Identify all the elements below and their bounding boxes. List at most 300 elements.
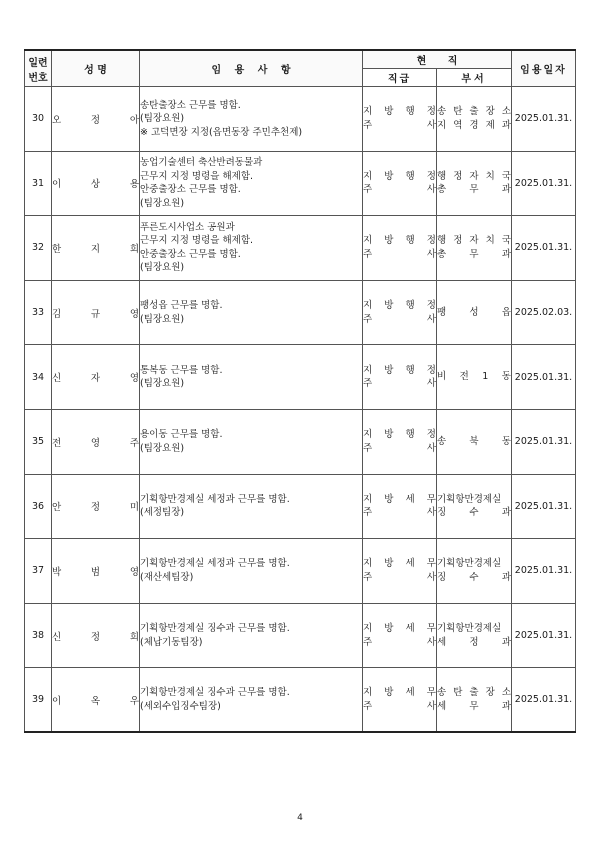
header-dept: 부서 bbox=[437, 69, 512, 87]
name-char: 한 bbox=[52, 243, 62, 255]
table-row bbox=[25, 345, 576, 410]
row-department bbox=[437, 409, 512, 474]
detail-line: 통복동 근무를 명함. bbox=[140, 364, 223, 376]
dept-char: 지 bbox=[437, 119, 447, 131]
row-name-chars bbox=[52, 241, 139, 255]
rank-char: 방 bbox=[384, 493, 394, 505]
dept-char: 팽 bbox=[437, 306, 447, 318]
detail-line: 팽성읍 근무를 명함. bbox=[140, 300, 223, 312]
dept-line bbox=[437, 183, 511, 197]
name-char: 이 bbox=[52, 695, 62, 707]
rank-line bbox=[363, 622, 436, 636]
rank-char: 주 bbox=[363, 119, 373, 131]
name-char: 규 bbox=[90, 308, 101, 320]
dept-line bbox=[437, 119, 511, 133]
name-char: 용 bbox=[129, 179, 139, 191]
dept-char: 송 bbox=[437, 687, 447, 699]
rank-line bbox=[363, 700, 436, 714]
row-details bbox=[140, 345, 363, 410]
name-char: 희 bbox=[129, 243, 139, 255]
rank-char: 방 bbox=[384, 429, 394, 441]
dept-char: 기획항만경제실 bbox=[437, 558, 502, 570]
row-appointment-date: 2025.01.31. bbox=[512, 345, 576, 410]
row-rank bbox=[363, 474, 437, 539]
row-name-chars bbox=[52, 629, 139, 643]
dept-line bbox=[437, 234, 511, 248]
rank-char: 지 bbox=[363, 558, 373, 570]
row-department bbox=[437, 474, 512, 539]
rank-char: 지 bbox=[363, 300, 373, 312]
dept-char: 동 bbox=[501, 371, 511, 383]
rank-char: 행 bbox=[405, 429, 415, 441]
row-details bbox=[140, 474, 363, 539]
row-rank bbox=[363, 539, 437, 604]
detail-line: 근무지 지정 명령을 해제함. bbox=[140, 235, 254, 247]
row-rank bbox=[363, 151, 437, 216]
row-serial-number: 31 bbox=[25, 151, 52, 216]
dept-char: 전 bbox=[459, 371, 469, 383]
detail-line: (팀장요원) bbox=[140, 197, 185, 209]
rank-char: 방 bbox=[384, 687, 394, 699]
row-rank bbox=[363, 409, 437, 474]
rank-char: 지 bbox=[363, 106, 373, 118]
row-appointment-date: 2025.01.31. bbox=[512, 409, 576, 474]
row-serial-number: 37 bbox=[25, 539, 52, 604]
row-name bbox=[52, 474, 140, 539]
rank-char: 주 bbox=[363, 442, 373, 454]
row-rank bbox=[363, 216, 437, 281]
rank-char: 방 bbox=[384, 106, 394, 118]
dept-line bbox=[437, 557, 511, 571]
detail-line: (체납기동팀장) bbox=[140, 636, 203, 648]
row-details bbox=[140, 87, 363, 152]
name-char: 아 bbox=[129, 114, 139, 126]
dept-char: 총 bbox=[437, 184, 447, 196]
rank-char: 지 bbox=[363, 170, 373, 182]
dept-char: 과 bbox=[501, 636, 511, 648]
table-row bbox=[25, 216, 576, 281]
rank-line bbox=[363, 170, 436, 184]
row-name bbox=[52, 409, 140, 474]
name-char: 영 bbox=[129, 373, 139, 385]
name-char: 우 bbox=[129, 695, 139, 707]
row-rank bbox=[363, 668, 437, 733]
dept-line bbox=[437, 636, 511, 650]
dept-line bbox=[437, 493, 511, 507]
name-char: 이 bbox=[52, 179, 62, 191]
dept-line bbox=[437, 622, 511, 636]
row-name bbox=[52, 539, 140, 604]
dept-char: 수 bbox=[469, 507, 479, 519]
table-row bbox=[25, 87, 576, 152]
rank-char: 방 bbox=[384, 170, 394, 182]
dept-char: 송 bbox=[437, 436, 447, 448]
rank-char: 주 bbox=[363, 313, 373, 325]
dept-char: 송 bbox=[437, 106, 447, 118]
rank-char: 사 bbox=[426, 507, 436, 519]
rank-char: 세 bbox=[405, 558, 415, 570]
row-serial-number: 39 bbox=[25, 668, 52, 733]
detail-line: ※ 고덕면장 지정(읍면동장 주민추천제) bbox=[140, 126, 303, 138]
table-row bbox=[25, 151, 576, 216]
row-serial-number: 34 bbox=[25, 345, 52, 410]
rank-char: 행 bbox=[405, 235, 415, 247]
dept-char: 북 bbox=[469, 436, 479, 448]
row-details bbox=[140, 539, 363, 604]
dept-char: 과 bbox=[501, 119, 511, 131]
header-name: 성 명 bbox=[52, 50, 140, 87]
row-details bbox=[140, 668, 363, 733]
dept-char: 기획항만경제실 bbox=[437, 623, 502, 635]
dept-char: 읍 bbox=[501, 306, 511, 318]
rank-char: 사 bbox=[426, 119, 436, 131]
dept-char: 과 bbox=[501, 700, 511, 712]
rank-line bbox=[363, 636, 436, 650]
rank-char: 방 bbox=[384, 558, 394, 570]
rank-char: 주 bbox=[363, 507, 373, 519]
row-department bbox=[437, 603, 512, 668]
dept-line bbox=[437, 700, 511, 714]
row-details bbox=[140, 409, 363, 474]
detail-line: (세정팀장) bbox=[140, 507, 185, 519]
dept-line bbox=[437, 686, 511, 700]
row-serial-number: 35 bbox=[25, 409, 52, 474]
dept-char: 정 bbox=[453, 235, 463, 247]
rank-line bbox=[363, 686, 436, 700]
dept-char: 국 bbox=[501, 170, 511, 182]
rank-char: 사 bbox=[426, 313, 436, 325]
dept-char: 무 bbox=[469, 184, 479, 196]
dept-line bbox=[437, 506, 511, 520]
header-serial-top: 일련 bbox=[28, 57, 48, 69]
rank-char: 주 bbox=[363, 571, 373, 583]
appointment-table bbox=[24, 49, 576, 733]
header-rank: 직급 bbox=[363, 69, 437, 87]
dept-char: 총 bbox=[437, 248, 447, 260]
row-appointment-date: 2025.01.31. bbox=[512, 603, 576, 668]
name-char: 희 bbox=[129, 631, 139, 643]
rank-char: 행 bbox=[405, 106, 415, 118]
dept-char: 장 bbox=[485, 106, 495, 118]
rank-char: 사 bbox=[426, 184, 436, 196]
name-char: 상 bbox=[90, 179, 101, 191]
dept-char: 기획항만경제실 bbox=[437, 493, 502, 505]
name-char: 김 bbox=[52, 308, 62, 320]
rank-char: 사 bbox=[426, 378, 436, 390]
rank-line bbox=[363, 183, 436, 197]
detail-line: 기획항만경제실 세정과 근무를 명함. bbox=[140, 558, 290, 570]
detail-line: (팀장요원) bbox=[140, 378, 185, 390]
rank-char: 사 bbox=[426, 571, 436, 583]
dept-char: 과 bbox=[501, 571, 511, 583]
dept-char: 치 bbox=[485, 170, 495, 182]
row-appointment-date: 2025.01.31. bbox=[512, 668, 576, 733]
table-row bbox=[25, 668, 576, 733]
rank-char: 행 bbox=[405, 300, 415, 312]
row-department bbox=[437, 216, 512, 281]
dept-char: 징 bbox=[437, 507, 447, 519]
page-number: 4 bbox=[297, 813, 303, 823]
row-appointment-date: 2025.01.31. bbox=[512, 474, 576, 539]
rank-char: 방 bbox=[384, 300, 394, 312]
row-rank bbox=[363, 345, 437, 410]
row-name-chars bbox=[52, 112, 139, 126]
rank-char: 지 bbox=[363, 493, 373, 505]
dept-char: 정 bbox=[469, 636, 479, 648]
detail-line: 용이동 근무를 명함. bbox=[140, 429, 223, 441]
rank-char: 세 bbox=[405, 687, 415, 699]
rank-char: 지 bbox=[363, 429, 373, 441]
dept-char: 제 bbox=[485, 119, 495, 131]
dept-char: 자 bbox=[469, 170, 479, 182]
rank-line bbox=[363, 119, 436, 133]
row-name-chars bbox=[52, 693, 139, 707]
detail-line: (재산세팀장) bbox=[140, 571, 194, 583]
table-row bbox=[25, 280, 576, 345]
dept-char: 성 bbox=[469, 306, 479, 318]
row-appointment-date: 2025.01.31. bbox=[512, 151, 576, 216]
name-char: 주 bbox=[129, 437, 139, 449]
row-department bbox=[437, 87, 512, 152]
detail-line: (세외수입징수팀장) bbox=[140, 700, 221, 712]
rank-char: 방 bbox=[384, 623, 394, 635]
row-rank bbox=[363, 603, 437, 668]
detail-line: 기획항만경제실 징수과 근무를 명함. bbox=[140, 623, 290, 635]
name-char: 정 bbox=[90, 114, 101, 126]
dept-char: 탄 bbox=[453, 106, 463, 118]
row-name-chars bbox=[52, 306, 139, 320]
dept-char: 비 bbox=[437, 371, 447, 383]
detail-line: (팀장요원) bbox=[140, 262, 185, 274]
dept-char: 과 bbox=[501, 184, 511, 196]
dept-char: 행 bbox=[437, 235, 447, 247]
rank-char: 사 bbox=[426, 248, 436, 260]
header-serial bbox=[25, 50, 52, 87]
rank-char: 주 bbox=[363, 700, 373, 712]
rank-line bbox=[363, 442, 436, 456]
dept-char: 장 bbox=[485, 687, 495, 699]
dept-char: 소 bbox=[501, 106, 511, 118]
rank-char: 행 bbox=[405, 364, 415, 376]
dept-char: 무 bbox=[469, 248, 479, 260]
dept-char: 세 bbox=[437, 636, 447, 648]
dept-char: 과 bbox=[501, 507, 511, 519]
rank-line bbox=[363, 364, 436, 378]
rank-char: 지 bbox=[363, 687, 373, 699]
rank-char: 정 bbox=[426, 235, 436, 247]
row-serial-number: 33 bbox=[25, 280, 52, 345]
rank-char: 정 bbox=[426, 300, 436, 312]
dept-char: 출 bbox=[469, 106, 479, 118]
table-row bbox=[25, 409, 576, 474]
name-char: 오 bbox=[52, 114, 62, 126]
header-current: 현 직 bbox=[363, 50, 512, 69]
header-row bbox=[25, 50, 576, 69]
row-rank bbox=[363, 87, 437, 152]
dept-line bbox=[437, 435, 511, 449]
row-name-chars bbox=[52, 499, 139, 513]
rank-char: 정 bbox=[426, 364, 436, 376]
rank-line bbox=[363, 557, 436, 571]
rank-char: 지 bbox=[363, 364, 373, 376]
detail-line: 기획항만경제실 세정과 근무를 명함. bbox=[140, 493, 290, 505]
rank-char: 사 bbox=[426, 442, 436, 454]
name-char: 안 bbox=[52, 502, 62, 514]
row-name bbox=[52, 603, 140, 668]
name-char: 옥 bbox=[90, 695, 101, 707]
row-name-chars bbox=[52, 564, 139, 578]
detail-line: (팀장요원) bbox=[140, 442, 185, 454]
table-row bbox=[25, 474, 576, 539]
table-row bbox=[25, 603, 576, 668]
dept-line bbox=[437, 571, 511, 585]
dept-char: 행 bbox=[437, 170, 447, 182]
name-char: 정 bbox=[90, 631, 101, 643]
rank-char: 무 bbox=[426, 558, 436, 570]
dept-char: 수 bbox=[469, 571, 479, 583]
rank-char: 사 bbox=[426, 700, 436, 712]
header-date: 임용일자 bbox=[512, 50, 576, 87]
dept-char: 국 bbox=[501, 235, 511, 247]
row-serial-number: 36 bbox=[25, 474, 52, 539]
rank-line bbox=[363, 234, 436, 248]
dept-char: 1 bbox=[482, 371, 489, 383]
name-char: 자 bbox=[90, 373, 101, 385]
row-rank bbox=[363, 280, 437, 345]
dept-char: 정 bbox=[453, 170, 463, 182]
dept-char: 소 bbox=[501, 687, 511, 699]
dept-line bbox=[437, 370, 511, 384]
name-char: 박 bbox=[52, 566, 62, 578]
name-char: 미 bbox=[129, 502, 139, 514]
dept-char: 경 bbox=[469, 119, 479, 131]
dept-char: 과 bbox=[501, 248, 511, 260]
dept-char: 동 bbox=[501, 436, 511, 448]
row-name-chars bbox=[52, 176, 139, 190]
dept-char: 탄 bbox=[453, 687, 463, 699]
dept-char: 치 bbox=[485, 235, 495, 247]
rank-line bbox=[363, 377, 436, 391]
row-department bbox=[437, 668, 512, 733]
rank-char: 방 bbox=[384, 364, 394, 376]
row-department bbox=[437, 151, 512, 216]
detail-line: 근무지 지정 명령을 해제함. bbox=[140, 170, 254, 182]
dept-char: 징 bbox=[437, 571, 447, 583]
table-row bbox=[25, 539, 576, 604]
row-name bbox=[52, 345, 140, 410]
rank-char: 세 bbox=[405, 623, 415, 635]
detail-line: 송탄출장소 근무를 명함. bbox=[140, 99, 241, 111]
detail-line: 안중출장소 근무를 명함. bbox=[140, 248, 241, 260]
name-char: 신 bbox=[52, 631, 62, 643]
row-name bbox=[52, 216, 140, 281]
row-department bbox=[437, 539, 512, 604]
rank-char: 사 bbox=[426, 636, 436, 648]
dept-line bbox=[437, 170, 511, 184]
name-char: 지 bbox=[90, 243, 101, 255]
row-name-chars bbox=[52, 435, 139, 449]
rank-char: 세 bbox=[405, 493, 415, 505]
detail-line: 농업기술센터 축산반려동물과 bbox=[140, 157, 263, 169]
row-serial-number: 30 bbox=[25, 87, 52, 152]
rank-char: 무 bbox=[426, 493, 436, 505]
name-char: 정 bbox=[90, 502, 101, 514]
rank-line bbox=[363, 248, 436, 262]
name-char: 영 bbox=[129, 308, 139, 320]
row-department bbox=[437, 280, 512, 345]
rank-line bbox=[363, 428, 436, 442]
row-serial-number: 38 bbox=[25, 603, 52, 668]
row-name bbox=[52, 280, 140, 345]
name-char: 신 bbox=[52, 373, 62, 385]
dept-char: 출 bbox=[469, 687, 479, 699]
row-appointment-date: 2025.01.31. bbox=[512, 216, 576, 281]
dept-line bbox=[437, 306, 511, 320]
rank-char: 무 bbox=[426, 687, 436, 699]
row-name bbox=[52, 151, 140, 216]
dept-char: 세 bbox=[437, 700, 447, 712]
row-details bbox=[140, 603, 363, 668]
rank-line bbox=[363, 105, 436, 119]
table-body bbox=[25, 87, 576, 733]
rank-char: 정 bbox=[426, 106, 436, 118]
dept-line bbox=[437, 105, 511, 119]
row-serial-number: 32 bbox=[25, 216, 52, 281]
rank-char: 행 bbox=[405, 170, 415, 182]
row-appointment-date: 2025.01.31. bbox=[512, 539, 576, 604]
rank-char: 정 bbox=[426, 170, 436, 182]
dept-char: 무 bbox=[469, 700, 479, 712]
row-name-chars bbox=[52, 370, 139, 384]
rank-char: 방 bbox=[384, 235, 394, 247]
row-appointment-date: 2025.02.03. bbox=[512, 280, 576, 345]
detail-line: (팀장요원) bbox=[140, 313, 185, 325]
row-details bbox=[140, 280, 363, 345]
rank-line bbox=[363, 313, 436, 327]
rank-char: 주 bbox=[363, 378, 373, 390]
row-name bbox=[52, 668, 140, 733]
rank-char: 지 bbox=[363, 235, 373, 247]
dept-char: 역 bbox=[453, 119, 463, 131]
name-char: 범 bbox=[90, 566, 101, 578]
detail-line: 기획항만경제실 징수과 근무를 명함. bbox=[140, 687, 290, 699]
rank-line bbox=[363, 571, 436, 585]
rank-char: 주 bbox=[363, 636, 373, 648]
dept-char: 자 bbox=[469, 235, 479, 247]
rank-char: 정 bbox=[426, 429, 436, 441]
row-appointment-date: 2025.01.31. bbox=[512, 87, 576, 152]
rank-char: 지 bbox=[363, 623, 373, 635]
dept-line bbox=[437, 248, 511, 262]
rank-char: 주 bbox=[363, 248, 373, 260]
rank-line bbox=[363, 299, 436, 313]
header-details: 임 용 사 항 bbox=[140, 50, 363, 87]
rank-char: 주 bbox=[363, 184, 373, 196]
rank-char: 무 bbox=[426, 623, 436, 635]
row-department bbox=[437, 345, 512, 410]
name-char: 영 bbox=[129, 566, 139, 578]
row-details bbox=[140, 216, 363, 281]
detail-line: 푸른도시사업소 공원과 bbox=[140, 221, 235, 233]
header-serial-bottom: 번호 bbox=[28, 72, 48, 84]
row-details bbox=[140, 151, 363, 216]
name-char: 전 bbox=[52, 437, 62, 449]
detail-line: 안중출장소 근무를 명함. bbox=[140, 184, 241, 196]
rank-line bbox=[363, 493, 436, 507]
rank-line bbox=[363, 506, 436, 520]
name-char: 영 bbox=[90, 437, 101, 449]
row-name bbox=[52, 87, 140, 152]
